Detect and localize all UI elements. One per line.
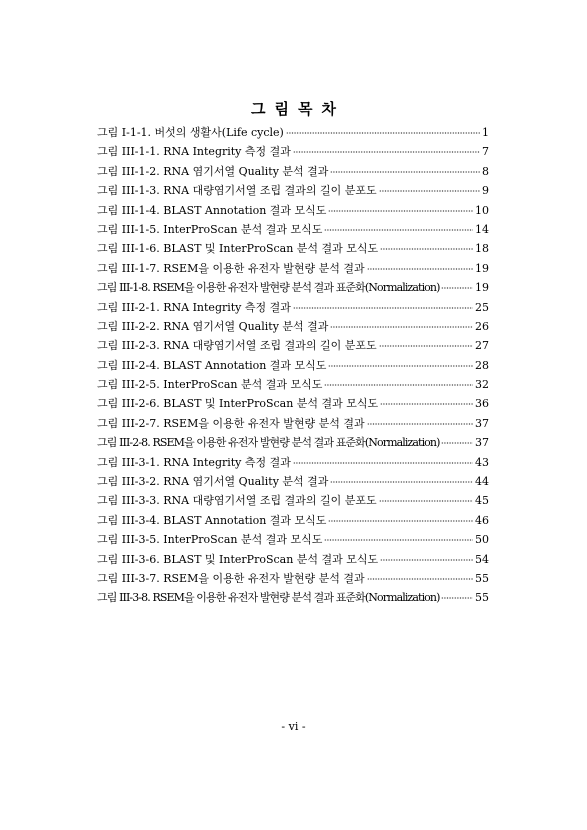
toc-entry-text: BLAST 및 InterProScan 분석 결과 모식도 [163, 552, 379, 566]
toc-entry[interactable] [97, 221, 489, 240]
toc-entry[interactable] [97, 318, 489, 337]
toc-entry-number: III-3-3. [121, 494, 160, 508]
toc-entry-prefix: 그림 [97, 184, 119, 198]
toc-entry-label [97, 163, 328, 179]
toc-entry-number: III-1-1. [121, 145, 160, 159]
toc-entry-page: 10 [475, 203, 489, 217]
toc-entry-number: III-2-2. [121, 319, 160, 333]
toc-entry-number: III-3-5. [121, 533, 160, 547]
toc-leader-dots [330, 481, 473, 483]
toc-entry[interactable] [97, 531, 489, 550]
toc-leader-dots [380, 403, 473, 405]
toc-entry-prefix: 그림 [97, 475, 119, 489]
toc-entry-label [97, 395, 378, 411]
toc-entry-label [97, 551, 378, 567]
toc-entry-text: RNA Integrity 측정 결과 [163, 145, 291, 159]
toc-entry-number: III-2-8. [119, 436, 150, 450]
toc-entry-number: III-1-7. [121, 261, 160, 275]
toc-entry[interactable] [97, 589, 489, 608]
toc-entry-prefix: 그림 [97, 242, 119, 256]
toc-entry-prefix: 그림 [97, 416, 119, 430]
toc-entry-prefix: 그림 [97, 261, 119, 275]
toc-entry-page: 32 [475, 378, 489, 392]
toc-entry-page: 36 [475, 397, 489, 411]
toc-entry-label [97, 260, 365, 276]
toc-entry[interactable] [97, 299, 489, 318]
toc-entry-prefix: 그림 [97, 397, 119, 411]
toc-entry-page: 28 [475, 358, 489, 372]
toc-entry-label [97, 512, 326, 528]
toc-entry-label [97, 434, 439, 450]
toc-leader-dots [324, 539, 473, 541]
toc-entry-label [97, 570, 365, 586]
toc-leader-dots [367, 268, 473, 270]
toc-entry-page: 14 [475, 222, 489, 236]
toc-entry-prefix: 그림 [97, 513, 119, 527]
toc-entry-prefix: 그림 [97, 339, 119, 353]
toc-leader-dots [328, 365, 473, 367]
toc-entry-label [97, 454, 291, 470]
toc-leader-dots [379, 190, 480, 192]
toc-entry-page: 7 [482, 145, 489, 159]
toc-leader-dots [330, 326, 473, 328]
toc-entry-label [97, 473, 328, 489]
toc-entry[interactable] [97, 434, 489, 453]
toc-entry-text: RSEM을 이용한 유전자 발현량 분석 결과 [163, 571, 365, 585]
toc-entry-label [97, 279, 439, 295]
toc-entry-prefix: 그림 [97, 222, 119, 236]
toc-entry-page: 19 [475, 261, 489, 275]
toc-entry[interactable] [97, 473, 489, 492]
toc-leader-dots [328, 520, 473, 522]
toc-entry-label [97, 143, 291, 159]
toc-entry-prefix: 그림 [97, 552, 119, 566]
toc-entry-prefix: 그림 [97, 126, 119, 139]
toc-leader-dots [293, 307, 473, 309]
toc-entry[interactable] [97, 454, 489, 473]
toc-entry-page: 55 [475, 591, 489, 605]
toc-entry-prefix: 그림 [97, 455, 119, 469]
toc-entry-prefix: 그림 [97, 203, 119, 217]
toc-entry[interactable] [97, 357, 489, 376]
toc-leader-dots [367, 423, 473, 425]
toc-entry-number: III-2-5. [121, 378, 160, 392]
toc-entry-page: 50 [475, 533, 489, 547]
toc-entry[interactable] [97, 279, 489, 298]
toc-entry-page: 8 [482, 164, 489, 178]
toc-entry-label [97, 182, 377, 198]
toc-entry-number: III-2-4. [121, 358, 160, 372]
toc-entry-text: InterProScan 분석 결과 모식도 [163, 533, 323, 547]
toc-entry-page: 37 [475, 416, 489, 430]
toc-entry-page: 45 [475, 494, 489, 508]
toc-leader-dots [367, 578, 473, 580]
toc-entry[interactable] [97, 124, 489, 143]
toc-entry[interactable] [97, 570, 489, 589]
toc-entry-label [97, 240, 378, 256]
toc-entry-label [97, 531, 322, 547]
toc-entry-label [97, 376, 322, 392]
toc-entry[interactable] [97, 182, 489, 201]
toc-entry-label [97, 221, 322, 237]
toc-entry-page: 19 [475, 281, 489, 295]
toc-entry[interactable] [97, 163, 489, 182]
toc-entry-prefix: 그림 [97, 378, 119, 392]
toc-entry-number: III-1-2. [121, 164, 160, 178]
toc-entry-label [97, 202, 326, 218]
toc-entry-prefix: 그림 [97, 436, 117, 450]
toc-entry-text: BLAST 및 InterProScan 분석 결과 모식도 [163, 242, 379, 256]
toc-entry-number: III-2-1. [121, 300, 160, 314]
toc-entry[interactable] [97, 202, 489, 221]
toc-leader-dots [286, 132, 480, 134]
toc-entry-text: RNA Integrity 측정 결과 [163, 300, 291, 314]
toc-entry[interactable] [97, 260, 489, 279]
toc-entry-text: 버섯의 생활사(Life cycle) [154, 126, 284, 139]
toc-entry[interactable] [97, 143, 489, 162]
toc-entry-text: RNA 대량염기서열 조립 결과의 길이 분포도 [163, 339, 377, 353]
toc-entry[interactable] [97, 551, 489, 570]
toc-entry[interactable] [97, 240, 489, 259]
toc-entry-number: I-1-1. [121, 126, 152, 139]
toc-leader-dots [328, 210, 473, 212]
toc-leader-dots [330, 171, 480, 173]
toc-entry-text: RNA 염기서열 Quality 분석 결과 [163, 475, 329, 489]
toc-entry[interactable] [97, 395, 489, 414]
toc-leader-dots [324, 384, 473, 386]
toc-entry-page: 46 [475, 513, 489, 527]
toc-leader-dots [380, 248, 473, 250]
toc-entry-number: III-3-2. [121, 475, 160, 489]
toc-entry[interactable] [97, 492, 489, 511]
toc-entry-label [97, 492, 377, 508]
toc-entry-number: III-1-3. [121, 184, 160, 198]
toc-entry-page: 9 [482, 184, 489, 198]
toc-entry-number: III-2-3. [121, 339, 160, 353]
toc-leader-dots [293, 462, 473, 464]
toc-entry-number: III-1-4. [121, 203, 160, 217]
toc-entry-page: 27 [475, 339, 489, 353]
toc-entry-text: BLAST Annotation 결과 모식도 [163, 203, 327, 217]
toc-entry-text: RNA 염기서열 Quality 분석 결과 [163, 164, 329, 178]
toc-entry-text: InterProScan 분석 결과 모식도 [163, 378, 323, 392]
toc-entry-prefix: 그림 [97, 164, 119, 178]
toc-entry-text: RNA 대량염기서열 조립 결과의 길이 분포도 [163, 494, 377, 508]
toc-entry-number: III-3-1. [121, 455, 160, 469]
toc-entry[interactable] [97, 337, 489, 356]
toc-leader-dots [441, 287, 473, 289]
toc-entry-page: 54 [475, 552, 489, 566]
toc-entry-label [97, 337, 377, 353]
toc-entry-page: 1 [482, 126, 489, 139]
toc-leader-dots [379, 345, 473, 347]
toc-entry-label [97, 318, 328, 334]
toc-entry-number: III-1-6. [121, 242, 160, 256]
toc-entry-prefix: 그림 [97, 319, 119, 333]
toc-leader-dots [441, 597, 473, 599]
toc-entry-number: III-1-8. [119, 281, 150, 295]
toc-entry-page: 37 [475, 436, 489, 450]
toc-entry-number: III-3-6. [121, 552, 160, 566]
toc-entry-text: RNA 대량염기서열 조립 결과의 길이 분포도 [163, 184, 377, 198]
toc-entry-text: RSEM을 이용한 유전자 발현량 분석 결과 [163, 261, 365, 275]
toc-entry-page: 25 [475, 300, 489, 314]
toc-entry-number: III-2-6. [121, 397, 160, 411]
toc-leader-dots [380, 559, 473, 561]
toc-entry-prefix: 그림 [97, 494, 119, 508]
toc-entry-label [97, 357, 326, 373]
toc-entry-text: InterProScan 분석 결과 모식도 [163, 222, 323, 236]
toc-entry-prefix: 그림 [97, 358, 119, 372]
toc-entry-text: BLAST 및 InterProScan 분석 결과 모식도 [163, 397, 379, 411]
toc-entry-page: 44 [475, 475, 489, 489]
toc-entry-prefix: 그림 [97, 281, 117, 295]
toc-entry-prefix: 그림 [97, 591, 117, 605]
toc-entry-text: RSEM을 이용한 유전자 발현량 분석 결과 [163, 416, 365, 430]
toc-entry-prefix: 그림 [97, 571, 119, 585]
toc-entry-number: III-3-8. [119, 591, 150, 605]
toc-entry-prefix: 그림 [97, 533, 119, 547]
toc-entry-number: III-2-7. [121, 416, 160, 430]
toc-entry-label [97, 415, 365, 431]
toc-entry[interactable] [97, 512, 489, 531]
toc-entry-label [97, 299, 291, 315]
toc-entry[interactable] [97, 376, 489, 395]
toc-leader-dots [324, 229, 473, 231]
toc-entry-number: III-3-4. [121, 513, 160, 527]
toc-entry-text: BLAST Annotation 결과 모식도 [163, 358, 327, 372]
toc-entry-text: BLAST Annotation 결과 모식도 [163, 513, 327, 527]
toc-entry-number: III-1-5. [121, 222, 160, 236]
toc-entry-text: RSEM을 이용한 유전자 발현량 분석 결과 표준화(Normalization) [152, 281, 440, 295]
toc-entry-page: 55 [475, 571, 489, 585]
page-number: - vi - [281, 720, 306, 733]
toc-entry-prefix: 그림 [97, 145, 119, 159]
toc-leader-dots [441, 442, 473, 444]
toc-leader-dots [379, 500, 473, 502]
toc-entry-label [97, 124, 284, 140]
page-title: 그림목차 [251, 100, 345, 118]
toc-entry-label [97, 589, 439, 605]
toc-entry-number: III-3-7. [121, 571, 160, 585]
toc-entry[interactable] [97, 415, 489, 434]
toc-entry-text: RNA 염기서열 Quality 분석 결과 [163, 319, 329, 333]
toc-entry-text: RNA Integrity 측정 결과 [163, 455, 291, 469]
toc-entry-page: 43 [475, 455, 489, 469]
toc-entry-prefix: 그림 [97, 300, 119, 314]
table-of-figures [97, 124, 489, 609]
toc-leader-dots [293, 151, 480, 153]
toc-entry-text: RSEM을 이용한 유전자 발현량 분석 결과 표준화(Normalization) [152, 591, 440, 605]
toc-entry-text: RSEM을 이용한 유전자 발현량 분석 결과 표준화(Normalization) [152, 436, 440, 450]
toc-entry-page: 26 [475, 319, 489, 333]
toc-entry-page: 18 [475, 242, 489, 256]
